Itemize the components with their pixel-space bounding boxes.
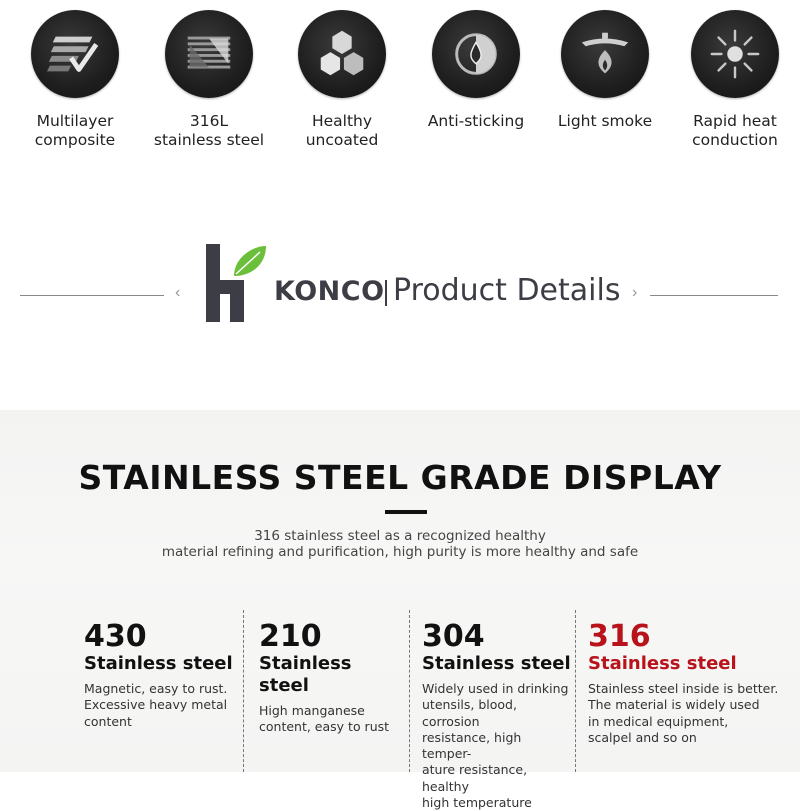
layers-check-icon — [31, 10, 119, 98]
column-divider — [243, 610, 244, 772]
feature-label-line1: 316L — [189, 112, 229, 130]
steel-stripes-icon — [165, 10, 253, 98]
feature-label-line1: Rapid heat — [693, 112, 777, 130]
grade-title: STAINLESS STEEL GRADE DISPLAY — [78, 458, 722, 497]
feature-anti-sticking — [411, 10, 541, 131]
feature-label-line2: composite — [34, 131, 116, 149]
brand-header — [0, 238, 800, 328]
desc-line: Widely used in drinking — [422, 681, 569, 696]
grade-description — [422, 681, 572, 811]
feature-316l — [144, 10, 274, 150]
feature-label-line1: Healthy — [311, 112, 373, 130]
feature-icons-row — [0, 10, 800, 170]
hexagon-cells-icon — [298, 10, 386, 98]
leaf-drop-icon — [432, 10, 520, 98]
subtitle-line2: material refining and purification, high purity is more healthy and safe — [161, 544, 639, 560]
grade-display-section — [0, 410, 800, 811]
desc-line: ature resistance, healthy — [422, 762, 528, 794]
feature-label-line2: conduction — [692, 131, 778, 149]
grade-210 — [259, 620, 404, 736]
grade-name: Stainless steel — [259, 653, 352, 696]
desc-line: The material is widely used — [588, 697, 760, 713]
desc-line: content — [84, 713, 132, 729]
grade-number: 430 — [84, 619, 147, 654]
desc-line: High manganese — [259, 703, 365, 718]
konco-logo — [204, 240, 274, 324]
grade-number: 210 — [259, 619, 322, 654]
grade-subtitle — [0, 528, 800, 560]
feature-label-line2: uncoated — [305, 131, 379, 149]
title-separator — [385, 280, 387, 306]
desc-line: content, easy to rust — [259, 719, 390, 735]
feature-label — [670, 112, 800, 150]
desc-line: utensils, blood, corrosion — [422, 697, 517, 729]
desc-line: resistance, high temper- — [422, 729, 522, 762]
brand-name: KONCO — [274, 276, 385, 307]
subtitle-line1: 316 stainless steel as a recognized healthy — [254, 528, 546, 544]
grade-description — [588, 681, 788, 746]
desc-line: scalpel and so on — [588, 729, 697, 745]
divider-right — [650, 295, 778, 296]
desc-line: Excessive heavy metal — [84, 697, 228, 713]
sun-rays-icon — [691, 10, 779, 98]
feature-label-line2: stainless steel — [153, 131, 265, 149]
grade-number: 316 — [588, 619, 651, 654]
section-title: Product Details — [393, 273, 621, 308]
grade-name: Stainless steel — [84, 653, 233, 674]
feature-rapid-heat — [670, 10, 800, 150]
feature-label-line1: Anti-sticking — [427, 112, 525, 130]
grade-304 — [422, 620, 572, 811]
feature-multilayer — [10, 10, 140, 150]
feature-label — [144, 112, 274, 150]
grade-number: 304 — [422, 619, 485, 654]
grade-name: Stainless steel — [588, 653, 737, 674]
pan-flame-icon — [561, 10, 649, 98]
chevron-left-icon: ‹ — [175, 284, 181, 301]
grade-name: Stainless steel — [422, 653, 571, 674]
feature-label — [277, 112, 407, 150]
desc-line: Stainless steel inside is better. — [588, 681, 779, 696]
grade-316 — [588, 620, 788, 746]
feature-light-smoke — [540, 10, 670, 131]
desc-line: in medical equipment, — [588, 713, 729, 729]
grade-430 — [84, 620, 234, 730]
feature-label — [411, 112, 541, 131]
chevron-right-icon: › — [632, 284, 638, 301]
divider-left — [20, 295, 164, 296]
feature-label — [10, 112, 140, 150]
column-divider — [575, 610, 576, 772]
title-underline — [385, 510, 427, 514]
feature-healthy — [277, 10, 407, 150]
feature-label — [540, 112, 670, 131]
feature-label-line1: Multilayer — [36, 112, 114, 130]
grade-description — [259, 703, 404, 736]
column-divider — [409, 610, 410, 772]
feature-label-line1: Light smoke — [557, 112, 653, 130]
desc-line: high temperature — [422, 795, 532, 811]
grade-description — [84, 681, 234, 730]
desc-line: Magnetic, easy to rust. — [84, 681, 228, 696]
